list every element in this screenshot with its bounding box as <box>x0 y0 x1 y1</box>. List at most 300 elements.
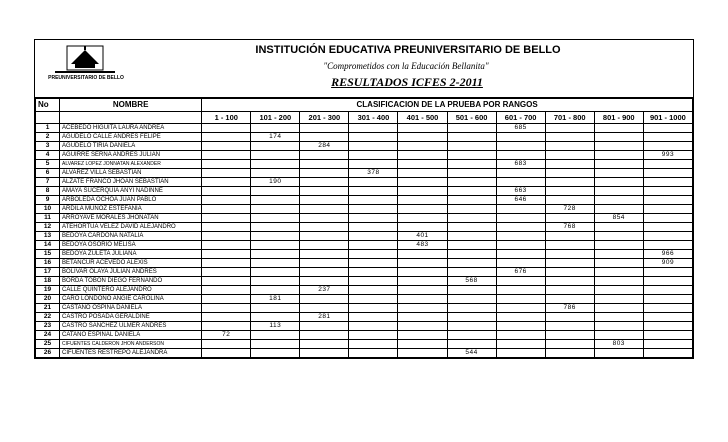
table-row <box>36 277 693 286</box>
empty-cell <box>594 205 643 214</box>
col-no-header: No <box>36 99 60 112</box>
empty-cell <box>496 286 545 295</box>
empty-cell <box>300 340 349 349</box>
empty-cell <box>545 349 594 358</box>
empty-cell <box>202 214 251 223</box>
empty-cell <box>251 277 300 286</box>
student-name: AGUIRRE SERNA ANDRES JULIAN <box>60 151 202 160</box>
score-cell: 190 <box>251 178 300 187</box>
table-row <box>36 340 693 349</box>
row-number: 22 <box>36 313 60 322</box>
student-name: BORDA TOBON DIEGO FERNANDO <box>60 277 202 286</box>
empty-cell <box>398 160 447 169</box>
student-name: CIFUENTES RESTREPO ALEJANDRA <box>60 349 202 358</box>
empty-cell <box>300 322 349 331</box>
empty-cell <box>594 133 643 142</box>
empty-cell <box>545 169 594 178</box>
empty-cell <box>643 160 692 169</box>
empty-cell <box>447 142 496 151</box>
empty-cell <box>349 133 398 142</box>
empty-cell <box>398 133 447 142</box>
empty-cell <box>300 196 349 205</box>
empty-cell <box>496 277 545 286</box>
empty-cell <box>545 295 594 304</box>
empty-cell <box>202 124 251 133</box>
student-name: BOLIVAR OLAYA JULIAN ANDRES <box>60 268 202 277</box>
empty-cell <box>349 124 398 133</box>
empty-cell <box>202 286 251 295</box>
table-row <box>36 286 693 295</box>
row-number: 12 <box>36 223 60 232</box>
empty-cell <box>398 322 447 331</box>
empty-cell <box>447 322 496 331</box>
empty-cell <box>447 214 496 223</box>
results-sheet <box>34 39 694 359</box>
empty-cell <box>300 214 349 223</box>
header-row-2 <box>36 112 693 124</box>
student-name: ATEHORTUA VELEZ DAVID ALEJANDRO <box>60 223 202 232</box>
results-table <box>35 98 693 358</box>
row-number: 21 <box>36 304 60 313</box>
table-row <box>36 241 693 250</box>
empty-cell <box>545 124 594 133</box>
empty-cell <box>594 268 643 277</box>
empty-cell <box>496 322 545 331</box>
empty-cell <box>545 178 594 187</box>
empty-cell <box>398 187 447 196</box>
empty-cell <box>398 205 447 214</box>
empty-cell <box>594 286 643 295</box>
empty-cell <box>545 160 594 169</box>
empty-cell <box>398 259 447 268</box>
empty-cell <box>300 295 349 304</box>
range-header-0: 1 - 100 <box>202 112 251 124</box>
table-row <box>36 250 693 259</box>
empty-cell <box>349 232 398 241</box>
empty-cell <box>300 268 349 277</box>
empty-cell <box>594 322 643 331</box>
row-number: 10 <box>36 205 60 214</box>
table-row <box>36 268 693 277</box>
empty-cell <box>447 124 496 133</box>
empty-cell <box>251 286 300 295</box>
row-number: 14 <box>36 241 60 250</box>
empty-cell <box>202 160 251 169</box>
range-header-1: 101 - 200 <box>251 112 300 124</box>
row-number: 26 <box>36 349 60 358</box>
empty-cell <box>251 340 300 349</box>
empty-cell <box>251 214 300 223</box>
empty-cell <box>251 259 300 268</box>
empty-cell <box>545 331 594 340</box>
score-cell: 174 <box>251 133 300 142</box>
empty-cell <box>496 313 545 322</box>
table-row <box>36 331 693 340</box>
empty-cell <box>643 223 692 232</box>
score-cell: 909 <box>643 259 692 268</box>
empty-cell <box>447 178 496 187</box>
empty-cell <box>349 223 398 232</box>
empty-cell <box>398 196 447 205</box>
empty-cell <box>594 151 643 160</box>
row-number: 17 <box>36 268 60 277</box>
empty-cell <box>349 340 398 349</box>
empty-cell <box>594 250 643 259</box>
empty-cell <box>398 340 447 349</box>
table-row <box>36 178 693 187</box>
empty-cell <box>594 196 643 205</box>
results-title: RESULTADOS ICFES 2-2011 <box>331 75 483 89</box>
empty-cell <box>594 259 643 268</box>
row-number: 11 <box>36 214 60 223</box>
empty-cell <box>447 295 496 304</box>
empty-cell <box>545 214 594 223</box>
table-row <box>36 124 693 133</box>
table-row <box>36 160 693 169</box>
empty-cell <box>349 142 398 151</box>
empty-cell <box>349 295 398 304</box>
empty-cell <box>594 169 643 178</box>
empty-cell <box>496 232 545 241</box>
student-name: ALVAREZ VILLA SEBASTIAN <box>60 169 202 178</box>
empty-cell <box>251 151 300 160</box>
table-row <box>36 214 693 223</box>
student-name: BEDOYA ZULETA JULIANA <box>60 250 202 259</box>
empty-cell <box>398 304 447 313</box>
empty-cell <box>300 223 349 232</box>
table-row <box>36 223 693 232</box>
row-number: 5 <box>36 160 60 169</box>
empty-cell <box>643 178 692 187</box>
empty-cell <box>300 259 349 268</box>
empty-cell <box>643 295 692 304</box>
empty-cell <box>447 340 496 349</box>
sheet-header <box>35 40 693 98</box>
score-cell: 646 <box>496 196 545 205</box>
empty-cell <box>349 304 398 313</box>
empty-cell <box>643 331 692 340</box>
empty-cell <box>545 250 594 259</box>
empty-cell <box>349 322 398 331</box>
row-number: 1 <box>36 124 60 133</box>
table-row <box>36 259 693 268</box>
empty-cell <box>447 331 496 340</box>
empty-cell <box>643 268 692 277</box>
empty-cell <box>447 268 496 277</box>
row-number: 9 <box>36 196 60 205</box>
range-header-6: 601 - 700 <box>496 112 545 124</box>
score-cell: 676 <box>496 268 545 277</box>
row-number: 7 <box>36 178 60 187</box>
empty-cell <box>202 187 251 196</box>
empty-cell <box>349 268 398 277</box>
empty-cell <box>349 277 398 286</box>
empty-cell <box>545 340 594 349</box>
empty-cell <box>545 133 594 142</box>
empty-cell <box>398 331 447 340</box>
empty-cell <box>545 232 594 241</box>
empty-cell <box>300 187 349 196</box>
score-cell: 113 <box>251 322 300 331</box>
empty-cell <box>643 232 692 241</box>
empty-cell <box>202 322 251 331</box>
empty-cell <box>202 169 251 178</box>
empty-cell <box>496 349 545 358</box>
empty-cell <box>251 223 300 232</box>
empty-cell <box>398 151 447 160</box>
empty-cell <box>643 277 692 286</box>
empty-cell <box>545 196 594 205</box>
score-cell: 544 <box>447 349 496 358</box>
empty-cell <box>398 295 447 304</box>
empty-cell <box>202 151 251 160</box>
empty-cell <box>545 241 594 250</box>
empty-cell <box>447 250 496 259</box>
empty-cell <box>202 142 251 151</box>
empty-cell <box>643 286 692 295</box>
empty-cell <box>643 187 692 196</box>
empty-cell <box>300 169 349 178</box>
row-number: 24 <box>36 331 60 340</box>
empty-cell <box>251 331 300 340</box>
empty-cell <box>496 205 545 214</box>
student-name: CIFUENTES CALDERON JHON ANDERSON <box>60 340 202 349</box>
empty-cell <box>398 124 447 133</box>
empty-cell <box>398 223 447 232</box>
score-cell: 768 <box>545 223 594 232</box>
row-number: 18 <box>36 277 60 286</box>
empty-cell <box>251 187 300 196</box>
empty-cell <box>447 196 496 205</box>
empty-cell <box>300 250 349 259</box>
row-number: 13 <box>36 232 60 241</box>
empty-cell <box>447 259 496 268</box>
empty-cell <box>447 304 496 313</box>
empty-cell <box>251 268 300 277</box>
student-name: CARO LONDOÑO ANGIE CAROLINA <box>60 295 202 304</box>
empty-cell <box>300 151 349 160</box>
student-name: BEDOYA OSORIO MELISA <box>60 241 202 250</box>
empty-cell <box>643 349 692 358</box>
empty-cell <box>594 124 643 133</box>
empty-cell <box>643 304 692 313</box>
empty-cell <box>545 187 594 196</box>
empty-cell <box>202 349 251 358</box>
row-number: 6 <box>36 169 60 178</box>
score-cell: 663 <box>496 187 545 196</box>
empty-cell <box>594 295 643 304</box>
student-name: ACEBEDO HIGUITA LAURA ANDREA <box>60 124 202 133</box>
student-name: CASTRO POSADA GERALDINE <box>60 313 202 322</box>
range-header-4: 401 - 500 <box>398 112 447 124</box>
row-number: 19 <box>36 286 60 295</box>
empty-cell <box>643 322 692 331</box>
empty-cell <box>300 178 349 187</box>
score-cell: 854 <box>594 214 643 223</box>
empty-cell <box>643 313 692 322</box>
empty-cell <box>643 214 692 223</box>
empty-cell <box>447 160 496 169</box>
empty-cell <box>251 205 300 214</box>
table-row <box>36 187 693 196</box>
institution-motto: "Comprometidos con la Educación Bellanita" <box>323 61 489 71</box>
empty-cell <box>251 169 300 178</box>
empty-cell <box>251 142 300 151</box>
empty-cell <box>545 277 594 286</box>
logo-text: PREUNIVERSITARIO DE BELLO <box>48 75 124 81</box>
empty-cell <box>300 349 349 358</box>
table-row <box>36 169 693 178</box>
empty-cell <box>447 169 496 178</box>
empty-cell <box>545 313 594 322</box>
range-header-2: 201 - 300 <box>300 112 349 124</box>
student-name: CALLE QUINTERO ALEJANDRO <box>60 286 202 295</box>
empty-cell <box>251 232 300 241</box>
empty-cell <box>594 349 643 358</box>
empty-cell <box>643 169 692 178</box>
empty-cell <box>398 169 447 178</box>
empty-cell <box>300 331 349 340</box>
score-cell: 803 <box>594 340 643 349</box>
empty-cell <box>300 241 349 250</box>
empty-cell <box>202 205 251 214</box>
empty-cell <box>398 313 447 322</box>
empty-cell <box>594 331 643 340</box>
student-name: AGUDELO TIRIA DANIELA <box>60 142 202 151</box>
empty-cell <box>300 277 349 286</box>
empty-cell <box>398 277 447 286</box>
empty-cell <box>594 313 643 322</box>
empty-cell <box>545 268 594 277</box>
empty-cell <box>300 205 349 214</box>
score-cell: 281 <box>300 313 349 322</box>
empty-cell <box>251 313 300 322</box>
col-group-header: CLASIFICACION DE LA PRUEBA POR RANGOS <box>202 99 693 112</box>
student-name: ARBOLEDA OCHOA JUAN PABLO <box>60 196 202 205</box>
table-row <box>36 196 693 205</box>
empty-cell <box>398 286 447 295</box>
empty-cell <box>447 286 496 295</box>
empty-cell <box>398 178 447 187</box>
col-name-header: NOMBRE <box>60 99 202 112</box>
student-name: BETANCUR ACEVEDO ALEXIS <box>60 259 202 268</box>
row-number: 25 <box>36 340 60 349</box>
empty-cell <box>251 124 300 133</box>
score-cell: 966 <box>643 250 692 259</box>
empty-cell <box>398 142 447 151</box>
empty-cell <box>202 313 251 322</box>
score-cell: 284 <box>300 142 349 151</box>
empty-cell <box>594 223 643 232</box>
empty-cell <box>643 205 692 214</box>
empty-cell <box>643 241 692 250</box>
empty-cell <box>447 205 496 214</box>
student-name: CASTAÑO OSPINA DANIELA <box>60 304 202 313</box>
row-number: 20 <box>36 295 60 304</box>
empty-cell <box>594 187 643 196</box>
empty-cell <box>496 331 545 340</box>
empty-cell <box>251 304 300 313</box>
empty-cell <box>643 340 692 349</box>
empty-cell <box>349 349 398 358</box>
empty-cell <box>202 340 251 349</box>
empty-cell <box>496 304 545 313</box>
student-name: ARROYAVE MORALES JHONATAN <box>60 214 202 223</box>
empty-cell <box>447 223 496 232</box>
empty-cell <box>300 124 349 133</box>
range-header-7: 701 - 800 <box>545 112 594 124</box>
empty-cell <box>349 178 398 187</box>
empty-cell <box>447 313 496 322</box>
empty-cell <box>202 133 251 142</box>
empty-cell <box>545 322 594 331</box>
table-row <box>36 322 693 331</box>
table-row <box>36 133 693 142</box>
empty-cell <box>447 151 496 160</box>
score-cell: 401 <box>398 232 447 241</box>
empty-cell <box>545 142 594 151</box>
empty-cell <box>300 133 349 142</box>
empty-cell <box>496 133 545 142</box>
empty-cell <box>496 142 545 151</box>
empty-cell <box>594 304 643 313</box>
row-number: 2 <box>36 133 60 142</box>
empty-cell <box>349 187 398 196</box>
empty-cell <box>349 160 398 169</box>
table-row <box>36 313 693 322</box>
empty-cell <box>545 259 594 268</box>
score-cell: 237 <box>300 286 349 295</box>
score-cell: 483 <box>398 241 447 250</box>
student-name: ALZATE FRANCO JHOAN SEBASTIAN <box>60 178 202 187</box>
empty-cell <box>202 250 251 259</box>
empty-cell <box>643 142 692 151</box>
empty-cell <box>496 169 545 178</box>
empty-cell <box>398 349 447 358</box>
student-name: AMAYA SUCERQUIA ANYI NADINNE <box>60 187 202 196</box>
empty-cell <box>643 133 692 142</box>
empty-cell <box>496 295 545 304</box>
col-name-subheader <box>60 112 202 124</box>
empty-cell <box>202 223 251 232</box>
header-row-1 <box>36 99 693 112</box>
range-header-9: 901 - 1000 <box>643 112 692 124</box>
table-row <box>36 142 693 151</box>
empty-cell <box>545 151 594 160</box>
empty-cell <box>594 277 643 286</box>
empty-cell <box>202 277 251 286</box>
score-cell: 685 <box>496 124 545 133</box>
empty-cell <box>447 133 496 142</box>
empty-cell <box>496 214 545 223</box>
empty-cell <box>251 160 300 169</box>
score-cell: 993 <box>643 151 692 160</box>
student-name: CASTRO SANCHEZ ULMER ANDRES <box>60 322 202 331</box>
score-cell: 181 <box>251 295 300 304</box>
empty-cell <box>349 196 398 205</box>
table-row <box>36 205 693 214</box>
empty-cell <box>202 196 251 205</box>
empty-cell <box>496 241 545 250</box>
row-number: 4 <box>36 151 60 160</box>
student-name: AGUDELO CALLE ANDRES FELIPE <box>60 133 202 142</box>
empty-cell <box>251 250 300 259</box>
score-cell: 728 <box>545 205 594 214</box>
score-cell: 786 <box>545 304 594 313</box>
empty-cell <box>447 187 496 196</box>
empty-cell <box>349 313 398 322</box>
row-number: 15 <box>36 250 60 259</box>
